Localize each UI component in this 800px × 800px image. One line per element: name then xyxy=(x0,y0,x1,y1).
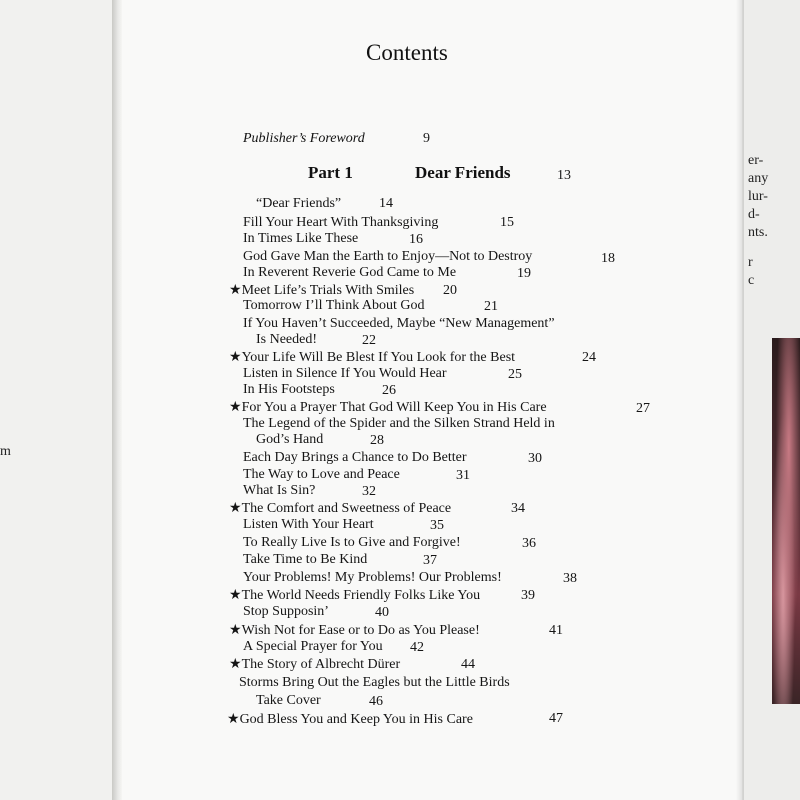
toc-entry-page: 41 xyxy=(549,623,563,638)
photo-edge xyxy=(772,338,800,704)
toc-entry-title-continued: God’s Hand xyxy=(256,432,324,447)
right-fragment: er- xyxy=(748,153,764,168)
toc-entry-page: 46 xyxy=(369,694,383,709)
toc-entry-title: Wish Not for Ease or to Do as You Please! xyxy=(241,623,480,638)
toc-entry-page: 44 xyxy=(461,657,475,672)
toc-entry-title: For You a Prayer That God Will Keep You in His Care xyxy=(241,400,547,415)
page-edge-shadow xyxy=(736,0,744,800)
toc-entry-title-starred xyxy=(229,622,480,639)
right-fragment: r xyxy=(748,255,753,270)
toc-entry-title: In Times Like These xyxy=(243,231,359,246)
right-fragment: d- xyxy=(748,207,760,222)
toc-entry-page: 21 xyxy=(484,299,498,314)
left-page-text-fragment: m xyxy=(0,444,11,459)
toc-entry-page: 42 xyxy=(410,640,424,655)
toc-entry-title: “Dear Friends” xyxy=(256,196,342,211)
toc-entry-page: 34 xyxy=(511,501,525,516)
page-title: Contents xyxy=(366,40,448,65)
part-title: Dear Friends xyxy=(415,163,511,182)
toc-entry-page: 26 xyxy=(382,383,396,398)
toc-entry-title: If You Haven’t Succeeded, Maybe “New Management” xyxy=(243,316,555,331)
right-fragment: c xyxy=(748,273,755,288)
toc-entry-title-starred xyxy=(229,656,400,673)
toc-entry-page: 22 xyxy=(362,333,376,348)
star-icon: ★ xyxy=(229,400,242,415)
foreword-title: Publisher’s Foreword xyxy=(243,131,365,146)
toc-entry-title: The Way to Love and Peace xyxy=(243,467,400,482)
toc-entry-title: God Bless You and Keep You in His Care xyxy=(239,712,473,727)
toc-entry-title-starred xyxy=(229,500,451,517)
toc-entry-page: 30 xyxy=(528,451,542,466)
toc-entry-page: 15 xyxy=(500,215,514,230)
right-page-text-fragments xyxy=(748,152,768,290)
toc-entry-title: In Reverent Reverie God Came to Me xyxy=(243,265,457,280)
toc-entry-title: Tomorrow I’ll Think About God xyxy=(243,298,425,313)
toc-entry-title: A Special Prayer for You xyxy=(243,639,383,654)
toc-entry-page: 14 xyxy=(379,196,393,211)
star-icon: ★ xyxy=(229,350,242,365)
toc-entry-title: What Is Sin? xyxy=(243,483,316,498)
right-fragment: any xyxy=(748,171,769,186)
toc-entry-page: 25 xyxy=(508,367,522,382)
toc-entry-title: The Legend of the Spider and the Silken Strand Held in xyxy=(243,416,555,431)
toc-entry-title: God Gave Man the Earth to Enjoy—Not to Destroy xyxy=(243,249,533,264)
toc-entry-title: Each Day Brings a Chance to Do Better xyxy=(243,450,467,465)
toc-entry-page: 28 xyxy=(370,433,384,448)
toc-entry-title-continued: Take Cover xyxy=(256,693,321,708)
toc-entry-title: Your Life Will Be Blest If You Look for the Best xyxy=(241,350,516,365)
toc-entry-title: The Comfort and Sweetness of Peace xyxy=(241,501,452,516)
toc-entry-title: Meet Life’s Trials With Smiles xyxy=(241,283,415,298)
toc-entry-title-continued: Is Needed! xyxy=(256,332,318,347)
toc-entry-page: 38 xyxy=(563,571,577,586)
toc-entry-title: Stop Supposin’ xyxy=(243,604,329,619)
toc-entry-page: 35 xyxy=(430,518,444,533)
star-icon: ★ xyxy=(227,712,240,727)
toc-entry-page: 24 xyxy=(582,350,596,365)
part-label: Part 1 xyxy=(308,163,353,182)
toc-entry-page: 20 xyxy=(443,283,457,298)
star-icon: ★ xyxy=(229,623,242,638)
toc-entry-page: 18 xyxy=(601,251,615,266)
toc-entry-title: Storms Bring Out the Eagles but the Little Birds xyxy=(239,675,510,690)
toc-entry-title: The World Needs Friendly Folks Like You xyxy=(241,588,481,603)
toc-entry-page: 31 xyxy=(456,468,470,483)
toc-entry-title-starred xyxy=(229,349,515,366)
toc-entry-title: Fill Your Heart With Thanksgiving xyxy=(243,215,439,230)
toc-entry-page: 37 xyxy=(423,553,437,568)
foreword-page-number: 9 xyxy=(423,131,430,146)
toc-entry-title-starred xyxy=(227,711,473,728)
toc-entry-page: 47 xyxy=(549,711,563,726)
star-icon: ★ xyxy=(229,657,242,672)
right-fragment: lur- xyxy=(748,189,768,204)
toc-entry-page: 39 xyxy=(521,588,535,603)
toc-entry-page: 27 xyxy=(636,401,650,416)
toc-entry-page: 36 xyxy=(522,536,536,551)
star-icon: ★ xyxy=(229,283,242,298)
part-page-number: 13 xyxy=(557,168,571,183)
toc-entry-page: 32 xyxy=(362,484,376,499)
toc-entry-title: In His Footsteps xyxy=(243,382,335,397)
toc-entry-page: 19 xyxy=(517,266,531,281)
star-icon: ★ xyxy=(229,588,242,603)
left-page xyxy=(0,0,112,800)
toc-entry-title-starred xyxy=(229,399,547,416)
toc-entry-title: Listen in Silence If You Would Hear xyxy=(243,366,447,381)
toc-entry-title-starred xyxy=(229,587,480,604)
toc-entry-title: Your Problems! My Problems! Our Problems! xyxy=(243,570,502,585)
toc-entry-title: Listen With Your Heart xyxy=(243,517,374,532)
toc-entry-title-starred xyxy=(229,282,414,299)
toc-entry-title: To Really Live Is to Give and Forgive! xyxy=(243,535,461,550)
toc-entry-page: 16 xyxy=(409,232,423,247)
book-gutter xyxy=(112,0,122,800)
star-icon: ★ xyxy=(229,501,242,516)
right-fragment: nts. xyxy=(748,225,768,240)
toc-entry-page: 40 xyxy=(375,605,389,620)
toc-entry-title: Take Time to Be Kind xyxy=(243,552,368,567)
toc-entry-title: The Story of Albrecht Dürer xyxy=(241,657,401,672)
